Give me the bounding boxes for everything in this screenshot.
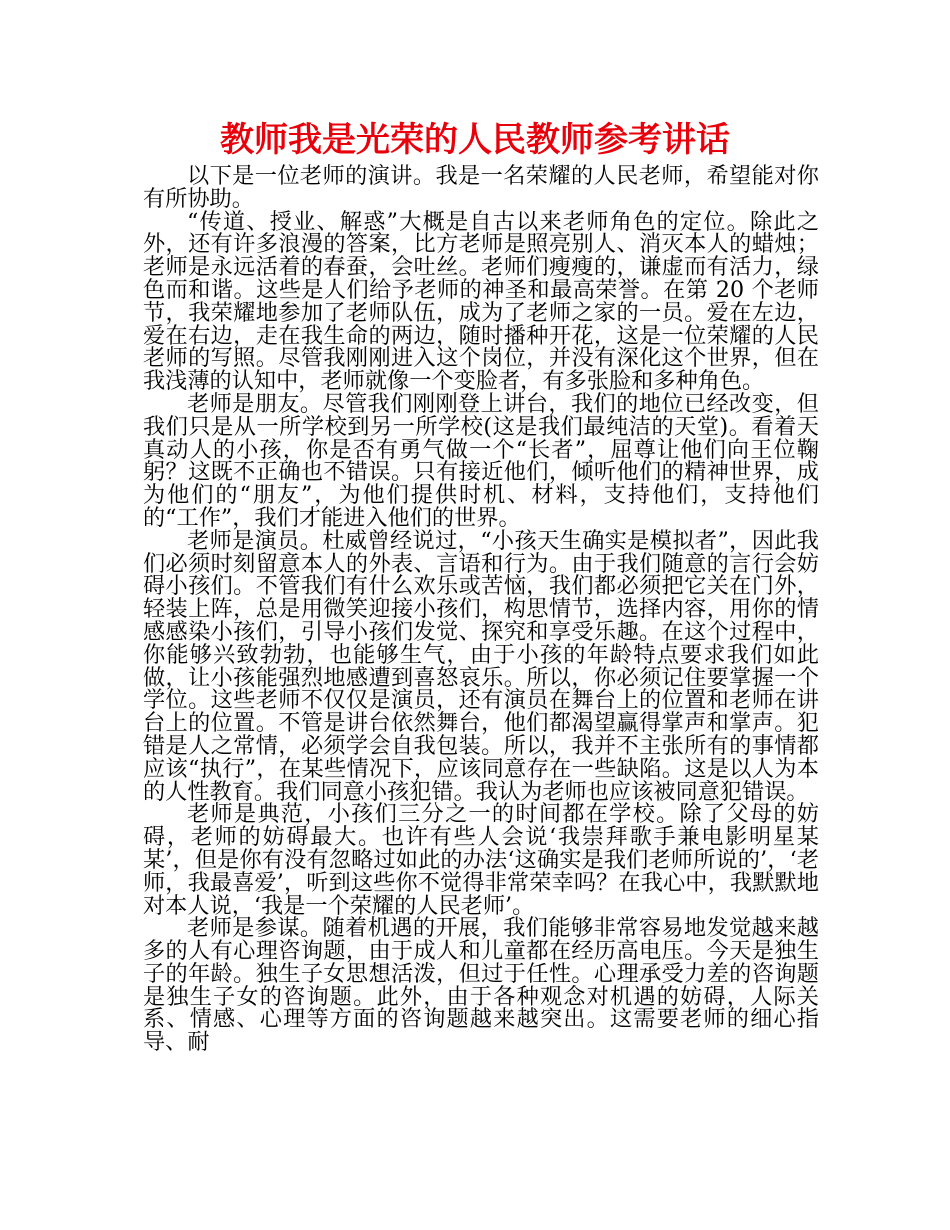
paragraph-teacher-friend: 老师是朋友。尽管我们刚刚登上讲台，我们的地位已经改变，但我们只是从一所学校到另一所学校(这是我们最纯洁的天堂)。看着天真动人的小孩，你是否有勇气做一个“长者”，屈尊让他们向王位鞠躬？这既不正确也不错误。只有接近他们，倾听他们的精神世界，成为他们的“朋友”，为他们提供时机、材料，支持他们，支持他们的“工作”，我们才能进入他们的世界。 — [143, 390, 819, 531]
paragraph-intro: 以下是一位老师的演讲。我是一名荣耀的人民老师，希望能对你有所协助。 — [143, 163, 819, 212]
paragraph-role-definition: “传道、授业、解惑”大概是自古以来老师角色的定位。除此之外，还有许多浪漫的答案，比方老师是照亮别人、消灭本人的蜡烛；老师是永远活着的春蚕，会吐丝。老师们瘦瘦的，谦虚而有活力，绿色而和谐。这些是人们给予老师的神圣和最高荣誉。在第 20 个老师节，我荣耀地参加了老师队伍，成为了老师之家的一员。爱在左边，爱在右边，走在我生命的两边，随时播种开花，这是一位荣耀的人民老师的写照。尽管我刚刚进入这个岗位，并没有深化这个世界，但在我浅薄的认知中，老师就像一个变脸者，有多张脸和多种角色。 — [143, 208, 819, 395]
document-title: 教师我是光荣的人民教师参考讲话 — [220, 120, 730, 160]
paragraph-teacher-model: 老师是典范，小孩们三分之一的时间都在学校。除了父母的妨碍，老师的妨碍最大。也许有些人会说‘我崇拜歌手兼电影明星某某’，但是你有没有忽略过如此的办法‘这确实是我们老师所说的’，‘老师，我最喜爱’，听到这些你不觉得非常荣幸吗？在我心中，我默默地对本人说，‘我是一个荣耀的人民老师’。 — [143, 801, 819, 919]
document-body — [143, 165, 819, 1054]
paragraph-teacher-advisor: 老师是参谋。随着机遇的开展，我们能够非常容易地发觉越来越多的人有心理咨询题，由于成人和儿童都在经历高电压。今天是独生子的年龄。独生子女思想活泼，但过于任性。心理承受力差的咨询题是独生子女的咨询题。此外，由于各种观念对机遇的妨碍，人际关系、情感、心理等方面的咨询题越来越突出。这需要老师的细心指导、耐 — [143, 915, 819, 1056]
paragraph-teacher-actor: 老师是演员。杜威曾经说过，“小孩天生确实是模拟者”，因此我们必须时刻留意本人的外表、言语和行为。由于我们随意的言行会妨碍小孩们。不管我们有什么欢乐或苦恼，我们都必须把它关在门外，轻装上阵，总是用微笑迎接小孩们，构思情节，选择内容，用你的情感感染小孩们，引导小孩们发觉、探究和享受乐趣。在这个过程中，你能够兴致勃勃，也能够生气，由于小孩的年龄特点要求我们如此做，让小孩能强烈地感遭到喜怒哀乐。所以，你必须记住要掌握一个学位。这些老师不仅仅是演员，还有演员在舞台上的位置和老师在讲台上的位置。不管是讲台依然舞台，他们都渴望赢得掌声和掌声。犯错是人之常情，必须学会自我包装。所以，我并不主张所有的事情都应该“执行”，在某些情况下，应该同意存在一些缺陷。这是以人为本的人性教育。我们同意小孩犯错。我认为老师也应该被同意犯错误。 — [143, 527, 819, 805]
